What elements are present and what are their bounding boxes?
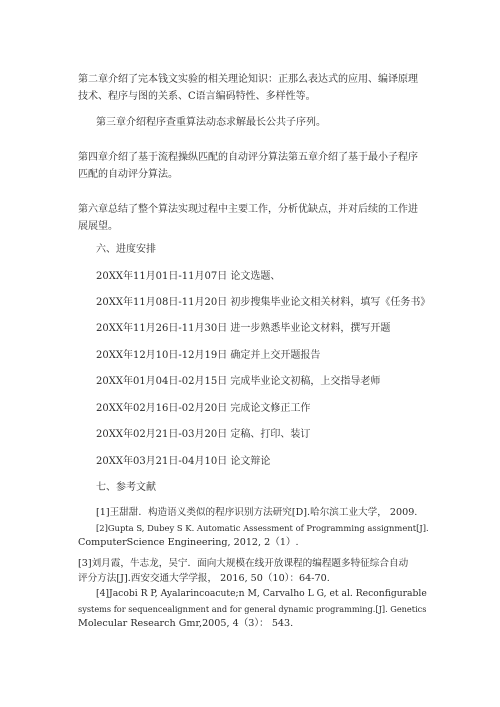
paragraph-chapter2-line2: 技术、程序与图的关系、C语言编码特性、多样性等。 [78,91,316,102]
schedule-item: 20XX年11月26日-11月30日 进一步熟悉毕业论文材料，撰写开题 [96,323,391,334]
paragraph-chapter4-5-line2: 匹配的自动评分算法。 [78,169,178,180]
references-heading: 七、参考文献 [96,482,156,493]
reference-4-line3: Molecular Research Gmr,2005, 4（3）： 543. [78,618,294,629]
reference-3-line2: 评分方法[J].西安交通大学学报， 2016, 50（10）：64-70. [78,573,330,584]
paragraph-chapter6-line1: 第六章总结了整个算法实现过程中主要工作，分析优缺点，并对后续的工作进 [78,204,418,215]
reference-3-line1: [3]刘月霞，牛志龙，吴宁．面向大规模在线开放课程的编程题多特征综合自动 [78,558,409,569]
schedule-item: 20XX年02月16日-02月20日 完成论文修正工作 [96,403,311,414]
paragraph-chapter4-5-line1: 第四章介绍了基于流程操纵匹配的自动评分算法第五章介绍了基于最小子程序 [78,152,418,163]
reference-1: [1]王甜甜．构造语义类似的程序识别方法研究[D].哈尔滨工业大学， 2009. [96,507,418,518]
reference-4-line1: [4]Jacobi R P, Ayalarincoacute;n M, Carvalho L G, et al. Reconfigurable [96,588,427,599]
paragraph-chapter3: 第三章介绍程序查重算法动态求解最长公共子序列。 [96,117,326,128]
schedule-heading: 六、进度安排 [96,244,156,255]
schedule-item: 20XX年11月08日-11月20日 初步搜集毕业论文相关材料，填写《任务书》 [96,297,431,308]
paragraph-chapter6-line2: 展展望。 [78,221,118,232]
schedule-item: 20XX年12月10日-12月19日 确定并上交开题报告 [96,350,321,361]
reference-2-line2: ComputerScience Engineering, 2012, 2（1）. [78,537,299,548]
paragraph-chapter2-line1: 第二章介绍了完本钱文实验的相关理论知识：正那么表达式的应用、编译原理 [78,74,418,85]
reference-2-line1: [2]Gupta S, Dubey S K. Automatic Assessment of Programming assignment[J]. [96,523,429,533]
schedule-item: 20XX年01月04日-02月15日 完成毕业论文初稿，上交指导老师 [96,376,381,387]
schedule-item: 20XX年03月21日-04月10日 论文辩论 [96,456,271,467]
reference-4-line2: systems for sequencealignment and for general dynamic programming.[J]. Genetics [78,604,427,614]
schedule-item: 20XX年02月21日-03月20日 定稿、打印、装订 [96,429,311,440]
schedule-item: 20XX年11月01日-11月07日 论文选题、 [96,271,281,282]
